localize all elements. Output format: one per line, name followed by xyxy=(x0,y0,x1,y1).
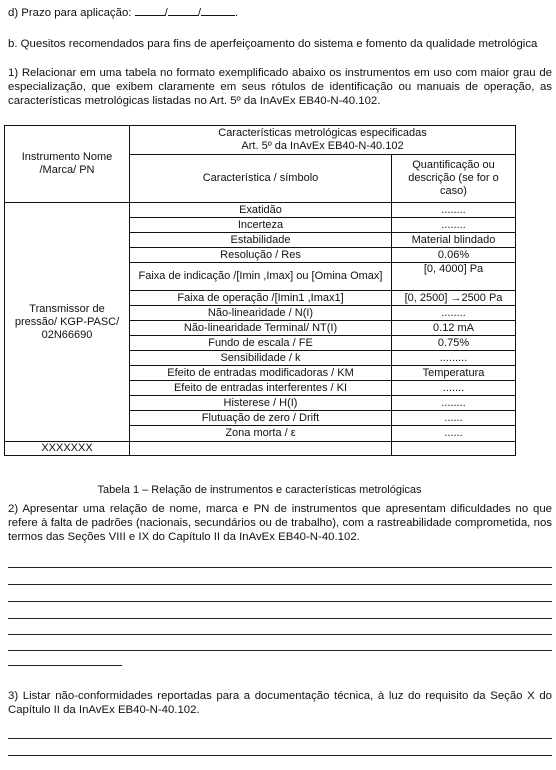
value-cell: ........ xyxy=(392,218,516,233)
instrument-column-header: Instrumento Nome /Marca/ PN xyxy=(5,126,130,203)
answer-line xyxy=(8,665,122,666)
answer-line xyxy=(8,738,552,739)
value-cell: 0.06% xyxy=(392,248,516,263)
characteristic-cell: Não-linearidade Terminal/ NT(I) xyxy=(130,321,392,336)
answer-line xyxy=(8,567,552,568)
answer-line xyxy=(8,584,552,585)
characteristic-cell: Zona morta / ε xyxy=(130,426,392,442)
value-cell: 0.12 mA xyxy=(392,321,516,336)
characteristic-cell: Efeito de entradas modificadoras / KM xyxy=(130,366,392,381)
answer-line xyxy=(8,650,552,651)
value-cell: [0, 4000] Pa xyxy=(392,263,516,291)
characteristic-cell: Incerteza xyxy=(130,218,392,233)
value-cell: ......... xyxy=(392,351,516,366)
instruments-table xyxy=(4,125,516,456)
answer-line xyxy=(8,755,552,756)
last-instrument-cell: XXXXXXX xyxy=(5,442,130,456)
value-cell: ...... xyxy=(392,426,516,442)
empty-cell xyxy=(392,442,516,456)
answer-line xyxy=(8,618,552,619)
value-cell: Temperatura xyxy=(392,366,516,381)
prazo-month-blank xyxy=(168,4,198,16)
characteristic-cell: Faixa de indicação /[Imin ,Imax] ou [Omina Omax] xyxy=(130,263,392,291)
characteristic-cell: Não-linearidade / N(I) xyxy=(130,306,392,321)
characteristic-cell: Estabilidade xyxy=(130,233,392,248)
value-cell: ....... xyxy=(392,381,516,396)
characteristic-cell: Exatidão xyxy=(130,203,392,218)
prazo-year-blank xyxy=(201,4,235,16)
characteristic-header: Característica / símbolo xyxy=(130,155,392,203)
item-1-text: 1) Relacionar em uma tabela no formato exemplificado abaixo os instrumentos em uso com maior grau de especialização, que exibem claramente em seus rótulos de identificação ou manuais de operação, as características metrológicas listadas no Art. 5º da InAvEx EB40-N-40.102. xyxy=(8,67,552,107)
prazo-day-blank xyxy=(135,4,165,16)
answer-line xyxy=(8,634,552,635)
group-header: Características metrológicas especificadas Art. 5º da InAvEx EB40-N-40.102 xyxy=(130,126,516,155)
characteristic-cell: Resolução / Res xyxy=(130,248,392,263)
item-3-text: 3) Listar não-conformidades reportadas para a documentação técnica, à luz do requisito da Seção X do Capítulo II da InAvEx EB40-N-40.102. xyxy=(8,690,552,716)
quantification-header: Quantificação ou descrição (se for o caso) xyxy=(392,155,516,203)
characteristic-cell: Faixa de operação /[Imin1 ,Imax1] xyxy=(130,291,392,306)
characteristic-cell: Flutuação de zero / Drift xyxy=(130,411,392,426)
value-cell: ........ xyxy=(392,306,516,321)
item-2-text: 2) Apresentar uma relação de nome, marca e PN de instrumentos que apresentam dificuldades no que refere à falta de padrões (nacionais, secundários ou de trabalho), com a rastreabilidade comprometida, nos termos das Seções VIII e IX do Capítulo II da InAvEx EB40-N-40.102. xyxy=(8,503,552,543)
prazo-label: d) Prazo para aplicação: xyxy=(8,7,132,19)
value-cell: ...... xyxy=(392,411,516,426)
value-cell: 0.75% xyxy=(392,336,516,351)
characteristic-cell: Efeito de entradas interferentes / KI xyxy=(130,381,392,396)
instrument-cell: Transmissor de pressão/ KGP-PASC/ 02N66690 xyxy=(5,203,130,442)
prazo-line: d) Prazo para aplicação: / / . xyxy=(8,4,552,20)
value-cell: Material blindado xyxy=(392,233,516,248)
characteristic-cell: Fundo de escala / FE xyxy=(130,336,392,351)
table-caption: Tabela 1 – Relação de instrumentos e características metrológicas xyxy=(97,484,422,496)
answer-line xyxy=(8,601,552,602)
value-cell: ........ xyxy=(392,396,516,411)
empty-cell xyxy=(130,442,392,456)
characteristic-cell: Histerese / H(I) xyxy=(130,396,392,411)
value-cell: ........ xyxy=(392,203,516,218)
value-cell: [0, 2500] →2500 Pa xyxy=(392,291,516,306)
characteristic-cell: Sensibilidade / k xyxy=(130,351,392,366)
section-b-heading: b. Quesitos recomendados para fins de aperfeiçoamento do sistema e fomento da qualidade metrológica xyxy=(8,38,538,50)
